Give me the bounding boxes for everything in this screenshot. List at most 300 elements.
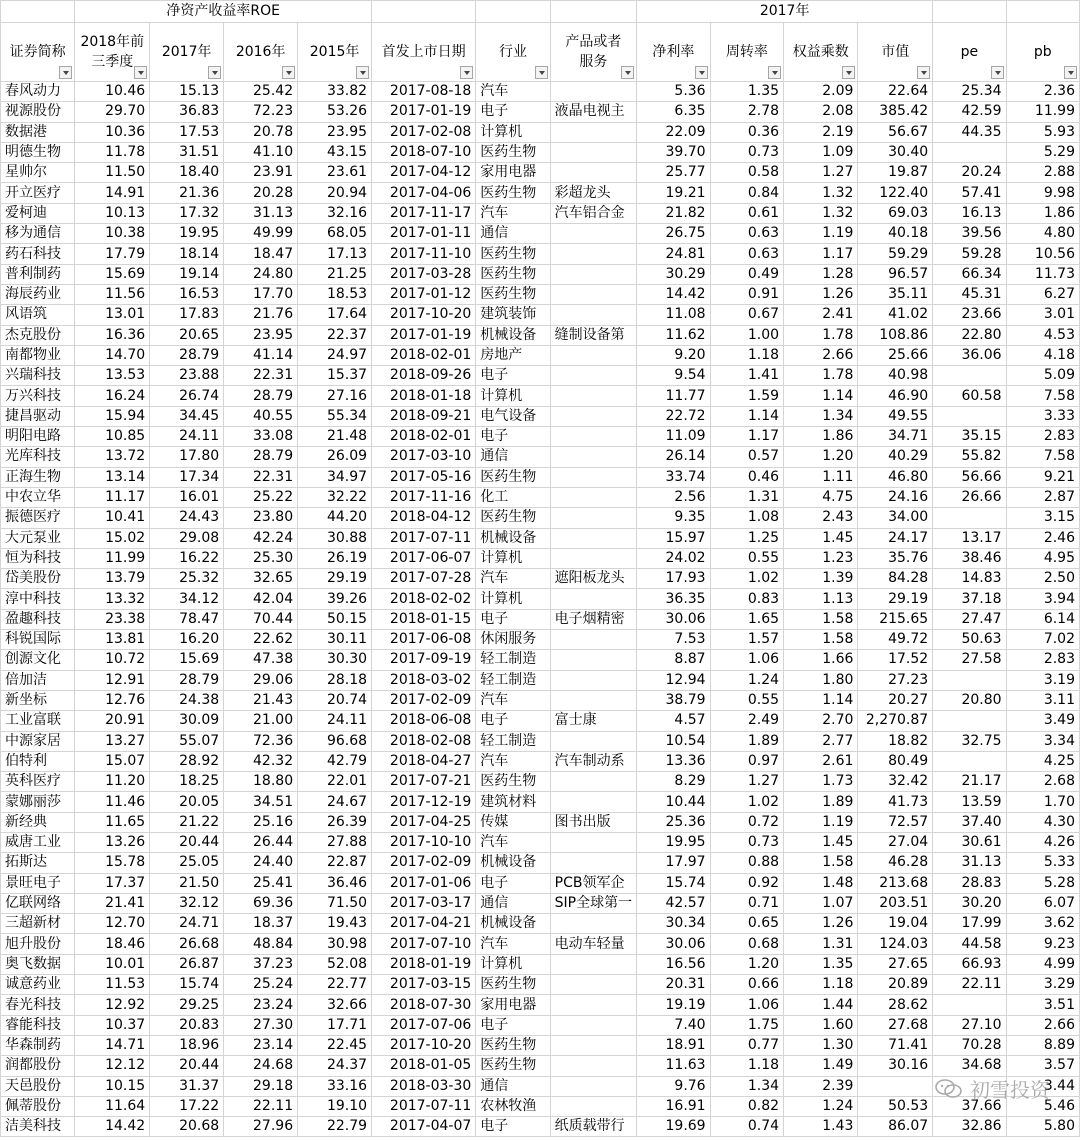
table-cell[interactable]: 24.40 — [224, 853, 298, 873]
table-cell[interactable]: 24.68 — [224, 1056, 298, 1076]
table-cell[interactable]: 385.42 — [858, 102, 933, 122]
table-cell[interactable]: 2017-03-17 — [372, 893, 476, 913]
table-cell[interactable]: 11.09 — [637, 427, 710, 447]
table-cell[interactable] — [550, 406, 636, 426]
table-cell[interactable]: 39.56 — [933, 224, 1006, 244]
table-cell[interactable]: 21.48 — [298, 427, 372, 447]
table-cell[interactable]: 2017-03-28 — [372, 264, 476, 284]
table-cell[interactable]: 30.61 — [933, 832, 1006, 852]
table-cell[interactable]: 28.79 — [150, 345, 224, 365]
table-cell[interactable]: 44.35 — [933, 122, 1006, 142]
filter-dropdown-icon[interactable] — [768, 66, 781, 79]
table-cell[interactable]: 1.39 — [784, 569, 858, 589]
table-cell[interactable] — [933, 366, 1006, 386]
table-cell[interactable]: 40.18 — [858, 224, 933, 244]
table-cell[interactable]: 2.66 — [1006, 1015, 1079, 1035]
table-cell[interactable]: 32.66 — [298, 995, 372, 1015]
table-cell[interactable]: 1.23 — [784, 548, 858, 568]
table-cell[interactable]: 2.50 — [1006, 569, 1079, 589]
table-cell[interactable]: 16.24 — [75, 386, 150, 406]
table-cell[interactable]: 明阳电路 — [1, 427, 75, 447]
table-cell[interactable]: 通信 — [476, 1076, 550, 1096]
table-cell[interactable]: 1.59 — [710, 386, 783, 406]
table-cell[interactable]: 70.28 — [933, 1035, 1006, 1055]
table-cell[interactable]: 1.14 — [784, 386, 858, 406]
table-cell[interactable]: 59.28 — [933, 244, 1006, 264]
table-cell[interactable]: 景旺电子 — [1, 873, 75, 893]
table-cell[interactable] — [550, 528, 636, 548]
table-cell[interactable]: 17.22 — [150, 1096, 224, 1116]
table-cell[interactable]: 移为通信 — [1, 224, 75, 244]
table-cell[interactable]: 2017-11-10 — [372, 244, 476, 264]
table-cell[interactable]: 203.51 — [858, 893, 933, 913]
table-cell[interactable]: 1.43 — [784, 1117, 858, 1137]
table-cell[interactable]: 23.14 — [224, 1035, 298, 1055]
table-cell[interactable]: 17.52 — [858, 650, 933, 670]
table-cell[interactable]: 36.06 — [933, 345, 1006, 365]
table-cell[interactable]: 22.80 — [933, 325, 1006, 345]
table-cell[interactable]: 18.25 — [150, 772, 224, 792]
table-cell[interactable]: 42.79 — [298, 751, 372, 771]
table-cell[interactable]: 2018-06-08 — [372, 711, 476, 731]
table-cell[interactable]: 17.64 — [298, 305, 372, 325]
table-cell[interactable] — [933, 406, 1006, 426]
table-cell[interactable]: 10.54 — [637, 731, 710, 751]
table-cell[interactable]: 1.35 — [710, 82, 783, 102]
table-cell[interactable]: 汽车 — [476, 203, 550, 223]
table-cell[interactable]: 0.58 — [710, 163, 783, 183]
table-cell[interactable]: 1.06 — [710, 650, 783, 670]
table-cell[interactable]: 34.00 — [858, 508, 933, 528]
table-cell[interactable]: 1.31 — [710, 487, 783, 507]
table-cell[interactable]: 2017-04-06 — [372, 183, 476, 203]
table-cell[interactable] — [550, 345, 636, 365]
table-cell[interactable]: 39.70 — [637, 142, 710, 162]
table-cell[interactable]: 22.11 — [933, 975, 1006, 995]
table-cell[interactable]: 2.41 — [784, 305, 858, 325]
table-cell[interactable]: 72.36 — [224, 731, 298, 751]
table-cell[interactable] — [933, 670, 1006, 690]
table-cell[interactable]: 1.35 — [784, 954, 858, 974]
table-cell[interactable] — [550, 832, 636, 852]
table-cell[interactable]: 1.66 — [784, 650, 858, 670]
table-cell[interactable]: 1.30 — [784, 1035, 858, 1055]
table-cell[interactable]: 1.34 — [710, 1076, 783, 1096]
table-cell[interactable]: 医药生物 — [476, 772, 550, 792]
table-cell[interactable]: 32.22 — [298, 487, 372, 507]
table-cell[interactable] — [550, 467, 636, 487]
table-cell[interactable]: 19.95 — [150, 224, 224, 244]
table-cell[interactable]: 2017-07-06 — [372, 1015, 476, 1035]
table-cell[interactable]: 26.44 — [224, 832, 298, 852]
table-cell[interactable]: 计算机 — [476, 589, 550, 609]
table-cell[interactable]: 休闲服务 — [476, 630, 550, 650]
table-cell[interactable]: 2017-07-21 — [372, 772, 476, 792]
table-cell[interactable] — [933, 142, 1006, 162]
table-cell[interactable]: 2.83 — [1006, 650, 1079, 670]
table-cell[interactable]: 20.91 — [75, 711, 150, 731]
table-cell[interactable]: 30.06 — [637, 934, 710, 954]
table-cell[interactable]: 4.75 — [784, 487, 858, 507]
table-cell[interactable]: 2017-06-08 — [372, 630, 476, 650]
table-cell[interactable] — [933, 995, 1006, 1015]
table-cell[interactable]: 2018-07-10 — [372, 142, 476, 162]
table-cell[interactable]: 24.16 — [858, 487, 933, 507]
table-cell[interactable] — [550, 975, 636, 995]
table-cell[interactable]: 1.73 — [784, 772, 858, 792]
table-cell[interactable]: 71.50 — [298, 893, 372, 913]
table-cell[interactable]: 中源家居 — [1, 731, 75, 751]
table-cell[interactable]: 56.67 — [858, 122, 933, 142]
table-cell[interactable]: 建筑装饰 — [476, 305, 550, 325]
table-cell[interactable] — [550, 548, 636, 568]
table-cell[interactable]: 2018-02-01 — [372, 427, 476, 447]
table-cell[interactable]: 11.65 — [75, 812, 150, 832]
table-cell[interactable]: 50.53 — [858, 1096, 933, 1116]
table-cell[interactable]: 2018-01-18 — [372, 386, 476, 406]
table-cell[interactable]: 1.34 — [784, 406, 858, 426]
table-cell[interactable]: 22.37 — [298, 325, 372, 345]
table-cell[interactable]: 1.32 — [784, 183, 858, 203]
table-cell[interactable]: 15.37 — [298, 366, 372, 386]
table-cell[interactable]: 27.96 — [224, 1117, 298, 1137]
table-cell[interactable]: 16.13 — [933, 203, 1006, 223]
table-cell[interactable]: 24.37 — [298, 1056, 372, 1076]
table-cell[interactable]: 蒙娜丽莎 — [1, 792, 75, 812]
table-cell[interactable]: 29.25 — [150, 995, 224, 1015]
table-cell[interactable]: 23.61 — [298, 163, 372, 183]
table-cell[interactable]: 33.08 — [224, 427, 298, 447]
table-cell[interactable] — [550, 163, 636, 183]
table-cell[interactable]: 3.19 — [1006, 670, 1079, 690]
table-cell[interactable]: 1.26 — [784, 284, 858, 304]
table-cell[interactable]: 8.89 — [1006, 1035, 1079, 1055]
table-cell[interactable]: 4.30 — [1006, 812, 1079, 832]
table-cell[interactable]: 1.17 — [710, 427, 783, 447]
table-cell[interactable]: 图书出版 — [550, 812, 636, 832]
table-cell[interactable]: 28.83 — [933, 873, 1006, 893]
table-cell[interactable]: 20.44 — [150, 1056, 224, 1076]
table-cell[interactable] — [550, 122, 636, 142]
table-cell[interactable]: 16.91 — [637, 1096, 710, 1116]
table-cell[interactable]: 1.45 — [784, 528, 858, 548]
table-cell[interactable] — [550, 284, 636, 304]
table-cell[interactable]: 13.79 — [75, 569, 150, 589]
table-cell[interactable]: 37.66 — [933, 1096, 1006, 1116]
table-cell[interactable]: 11.62 — [637, 325, 710, 345]
table-cell[interactable]: 49.55 — [858, 406, 933, 426]
table-cell[interactable]: 11.99 — [75, 548, 150, 568]
table-cell[interactable]: 10.37 — [75, 1015, 150, 1035]
table-cell[interactable]: 10.44 — [637, 792, 710, 812]
table-cell[interactable]: 2018-03-02 — [372, 670, 476, 690]
filter-dropdown-icon[interactable] — [695, 66, 708, 79]
table-cell[interactable]: 0.63 — [710, 224, 783, 244]
table-cell[interactable]: 2017-07-10 — [372, 934, 476, 954]
table-cell[interactable]: 18.14 — [150, 244, 224, 264]
table-cell[interactable]: 23.38 — [75, 609, 150, 629]
table-cell[interactable]: 10.85 — [75, 427, 150, 447]
table-cell[interactable]: 1.00 — [710, 325, 783, 345]
table-cell[interactable]: 22.09 — [637, 122, 710, 142]
table-cell[interactable]: 55.82 — [933, 447, 1006, 467]
table-cell[interactable]: 2017-10-20 — [372, 1035, 476, 1055]
table-cell[interactable]: 开立医疗 — [1, 183, 75, 203]
table-cell[interactable]: 25.30 — [224, 548, 298, 568]
table-cell[interactable]: 1.44 — [784, 995, 858, 1015]
table-cell[interactable]: 通信 — [476, 224, 550, 244]
table-cell[interactable]: 21.22 — [150, 812, 224, 832]
table-cell[interactable]: 21.36 — [150, 183, 224, 203]
table-cell[interactable]: 6.07 — [1006, 893, 1079, 913]
table-cell[interactable]: 2017-05-16 — [372, 467, 476, 487]
table-cell[interactable]: 27.23 — [858, 670, 933, 690]
table-cell[interactable]: 医药生物 — [476, 467, 550, 487]
table-cell[interactable]: 17.99 — [933, 914, 1006, 934]
table-cell[interactable]: 50.63 — [933, 630, 1006, 650]
table-cell[interactable]: 46.80 — [858, 467, 933, 487]
table-cell[interactable]: 17.34 — [150, 467, 224, 487]
table-cell[interactable]: 13.81 — [75, 630, 150, 650]
table-cell[interactable] — [550, 386, 636, 406]
table-cell[interactable]: 19.19 — [637, 995, 710, 1015]
table-cell[interactable]: 15.69 — [75, 264, 150, 284]
table-cell[interactable]: 17.37 — [75, 873, 150, 893]
table-cell[interactable]: 佩蒂股份 — [1, 1096, 75, 1116]
table-cell[interactable]: 2.78 — [710, 102, 783, 122]
table-cell[interactable]: 医药生物 — [476, 284, 550, 304]
table-cell[interactable]: 汽车 — [476, 751, 550, 771]
table-cell[interactable]: 24.02 — [637, 548, 710, 568]
table-cell[interactable]: 49.99 — [224, 224, 298, 244]
table-cell[interactable]: 20.68 — [150, 1117, 224, 1137]
table-cell[interactable]: 捷昌驱动 — [1, 406, 75, 426]
table-cell[interactable]: 11.99 — [1006, 102, 1079, 122]
table-cell[interactable]: 26.74 — [150, 386, 224, 406]
table-cell[interactable]: 26.39 — [298, 812, 372, 832]
table-cell[interactable]: 40.55 — [224, 406, 298, 426]
table-cell[interactable]: 2.36 — [1006, 82, 1079, 102]
table-cell[interactable]: 4.99 — [1006, 954, 1079, 974]
table-cell[interactable]: 17.13 — [298, 244, 372, 264]
table-cell[interactable]: 9.98 — [1006, 183, 1079, 203]
table-cell[interactable]: 84.28 — [858, 569, 933, 589]
table-cell[interactable]: 医药生物 — [476, 975, 550, 995]
table-cell[interactable]: 27.30 — [224, 1015, 298, 1035]
table-cell[interactable]: 69.03 — [858, 203, 933, 223]
table-cell[interactable]: 2.61 — [784, 751, 858, 771]
table-cell[interactable]: 36.35 — [637, 589, 710, 609]
table-cell[interactable]: 7.58 — [1006, 386, 1079, 406]
table-cell[interactable]: 21.41 — [75, 893, 150, 913]
table-cell[interactable]: 27.10 — [933, 1015, 1006, 1035]
table-cell[interactable]: 56.66 — [933, 467, 1006, 487]
table-cell[interactable]: 25.22 — [224, 487, 298, 507]
table-cell[interactable]: 19.87 — [858, 163, 933, 183]
table-cell[interactable]: 1.24 — [784, 1096, 858, 1116]
table-cell[interactable]: 0.63 — [710, 244, 783, 264]
table-cell[interactable]: 中农立华 — [1, 487, 75, 507]
table-cell[interactable]: 10.46 — [75, 82, 150, 102]
table-cell[interactable]: 1.65 — [710, 609, 783, 629]
table-cell[interactable]: 光库科技 — [1, 447, 75, 467]
table-cell[interactable]: 26.87 — [150, 954, 224, 974]
table-cell[interactable]: 2.87 — [1006, 487, 1079, 507]
table-cell[interactable]: 1.89 — [784, 792, 858, 812]
table-cell[interactable]: 1.02 — [710, 792, 783, 812]
table-cell[interactable] — [550, 1015, 636, 1035]
table-cell[interactable]: 电子 — [476, 1117, 550, 1137]
table-cell[interactable]: 23.66 — [933, 305, 1006, 325]
table-cell[interactable]: 新坐标 — [1, 690, 75, 710]
table-cell[interactable]: 1.48 — [784, 873, 858, 893]
table-cell[interactable]: 海辰药业 — [1, 284, 75, 304]
table-cell[interactable] — [933, 751, 1006, 771]
table-cell[interactable]: 25.41 — [224, 873, 298, 893]
table-cell[interactable]: 8.29 — [637, 772, 710, 792]
table-cell[interactable]: 轻工制造 — [476, 670, 550, 690]
table-cell[interactable]: 正海生物 — [1, 467, 75, 487]
table-cell[interactable]: 11.73 — [1006, 264, 1079, 284]
table-cell[interactable]: 9.76 — [637, 1076, 710, 1096]
table-cell[interactable]: 科锐国际 — [1, 630, 75, 650]
table-cell[interactable]: 0.66 — [710, 975, 783, 995]
table-cell[interactable]: 17.97 — [637, 853, 710, 873]
table-cell[interactable]: 22.87 — [298, 853, 372, 873]
table-cell[interactable]: 26.68 — [150, 934, 224, 954]
table-cell[interactable]: 4.25 — [1006, 751, 1079, 771]
table-cell[interactable] — [550, 792, 636, 812]
table-cell[interactable]: 53.26 — [298, 102, 372, 122]
table-cell[interactable]: 0.77 — [710, 1035, 783, 1055]
table-cell[interactable]: 28.62 — [858, 995, 933, 1015]
table-cell[interactable]: 44.20 — [298, 508, 372, 528]
table-cell[interactable]: 26.75 — [637, 224, 710, 244]
filter-dropdown-icon[interactable] — [842, 66, 855, 79]
table-cell[interactable]: 22.31 — [224, 366, 298, 386]
table-cell[interactable]: 计算机 — [476, 954, 550, 974]
table-cell[interactable]: 3.57 — [1006, 1056, 1079, 1076]
table-cell[interactable]: 18.82 — [858, 731, 933, 751]
table-cell[interactable]: 1.31 — [784, 934, 858, 954]
table-cell[interactable]: 13.01 — [75, 305, 150, 325]
table-cell[interactable]: 70.44 — [224, 609, 298, 629]
table-cell[interactable]: 34.97 — [298, 467, 372, 487]
table-cell[interactable]: 1.26 — [784, 914, 858, 934]
table-cell[interactable]: 2017-01-12 — [372, 284, 476, 304]
table-cell[interactable]: 35.76 — [858, 548, 933, 568]
table-cell[interactable]: 数据港 — [1, 122, 75, 142]
table-cell[interactable]: 2017-06-07 — [372, 548, 476, 568]
table-cell[interactable]: 3.94 — [1006, 589, 1079, 609]
table-cell[interactable]: 17.53 — [150, 122, 224, 142]
table-cell[interactable]: 英科医疗 — [1, 772, 75, 792]
table-cell[interactable]: 4.18 — [1006, 345, 1079, 365]
table-cell[interactable]: 6.35 — [637, 102, 710, 122]
table-cell[interactable]: 22.79 — [298, 1117, 372, 1137]
table-cell[interactable]: 家用电器 — [476, 995, 550, 1015]
table-cell[interactable]: 2017-01-19 — [372, 325, 476, 345]
table-cell[interactable]: 44.58 — [933, 934, 1006, 954]
table-cell[interactable]: 37.18 — [933, 589, 1006, 609]
table-cell[interactable]: 17.32 — [150, 203, 224, 223]
table-cell[interactable]: 27.58 — [933, 650, 1006, 670]
table-cell[interactable]: 20.28 — [224, 183, 298, 203]
table-cell[interactable]: 0.73 — [710, 142, 783, 162]
table-cell[interactable]: 24.38 — [150, 690, 224, 710]
table-cell[interactable]: 9.35 — [637, 508, 710, 528]
table-cell[interactable]: 13.17 — [933, 528, 1006, 548]
table-cell[interactable]: 液晶电视主 — [550, 102, 636, 122]
table-cell[interactable]: 20.74 — [298, 690, 372, 710]
table-cell[interactable]: 医药生物 — [476, 264, 550, 284]
table-cell[interactable]: 11.56 — [75, 284, 150, 304]
table-cell[interactable]: 18.96 — [150, 1035, 224, 1055]
table-cell[interactable]: 化工 — [476, 487, 550, 507]
table-cell[interactable]: 5.36 — [637, 82, 710, 102]
table-cell[interactable]: 房地产 — [476, 345, 550, 365]
table-cell[interactable]: 48.84 — [224, 934, 298, 954]
table-cell[interactable]: 30.40 — [858, 142, 933, 162]
table-cell[interactable]: 32.16 — [298, 203, 372, 223]
table-cell[interactable]: 1.80 — [784, 670, 858, 690]
table-cell[interactable]: 1.18 — [710, 345, 783, 365]
table-cell[interactable]: 淳中科技 — [1, 589, 75, 609]
table-cell[interactable]: 96.57 — [858, 264, 933, 284]
filter-dropdown-icon[interactable] — [59, 66, 72, 79]
table-cell[interactable]: 37.23 — [224, 954, 298, 974]
table-cell[interactable]: 29.19 — [858, 589, 933, 609]
table-cell[interactable]: 78.47 — [150, 609, 224, 629]
table-cell[interactable]: 16.36 — [75, 325, 150, 345]
table-cell[interactable]: 10.56 — [1006, 244, 1079, 264]
table-cell[interactable]: 新经典 — [1, 812, 75, 832]
table-cell[interactable]: 1.09 — [784, 142, 858, 162]
filter-dropdown-icon[interactable] — [535, 66, 548, 79]
table-cell[interactable]: 42.04 — [224, 589, 298, 609]
table-cell[interactable] — [550, 589, 636, 609]
table-cell[interactable]: 医药生物 — [476, 142, 550, 162]
table-cell[interactable]: 星帅尔 — [1, 163, 75, 183]
table-cell[interactable]: 3.51 — [1006, 995, 1079, 1015]
table-cell[interactable]: 41.10 — [224, 142, 298, 162]
table-cell[interactable]: 汽车 — [476, 934, 550, 954]
table-cell[interactable]: 1.07 — [784, 893, 858, 913]
table-cell[interactable]: 29.06 — [224, 670, 298, 690]
table-cell[interactable]: 29.70 — [75, 102, 150, 122]
table-cell[interactable]: 46.90 — [858, 386, 933, 406]
table-cell[interactable]: 15.94 — [75, 406, 150, 426]
table-cell[interactable]: 19.69 — [637, 1117, 710, 1137]
table-cell[interactable]: 31.51 — [150, 142, 224, 162]
table-cell[interactable]: 3.49 — [1006, 711, 1079, 731]
table-cell[interactable]: 0.91 — [710, 284, 783, 304]
table-cell[interactable]: 1.58 — [784, 630, 858, 650]
table-cell[interactable]: 86.07 — [858, 1117, 933, 1137]
table-cell[interactable]: 18.53 — [298, 284, 372, 304]
table-cell[interactable]: 17.70 — [224, 284, 298, 304]
table-cell[interactable]: 21.76 — [224, 305, 298, 325]
table-cell[interactable]: 通信 — [476, 893, 550, 913]
table-cell[interactable]: 1.25 — [710, 528, 783, 548]
table-cell[interactable]: 5.33 — [1006, 853, 1079, 873]
table-cell[interactable]: 2017-01-19 — [372, 102, 476, 122]
table-cell[interactable]: 21.00 — [224, 711, 298, 731]
table-cell[interactable]: 15.07 — [75, 751, 150, 771]
table-cell[interactable]: 电子 — [476, 366, 550, 386]
table-cell[interactable] — [550, 427, 636, 447]
table-cell[interactable]: 2017-08-18 — [372, 82, 476, 102]
